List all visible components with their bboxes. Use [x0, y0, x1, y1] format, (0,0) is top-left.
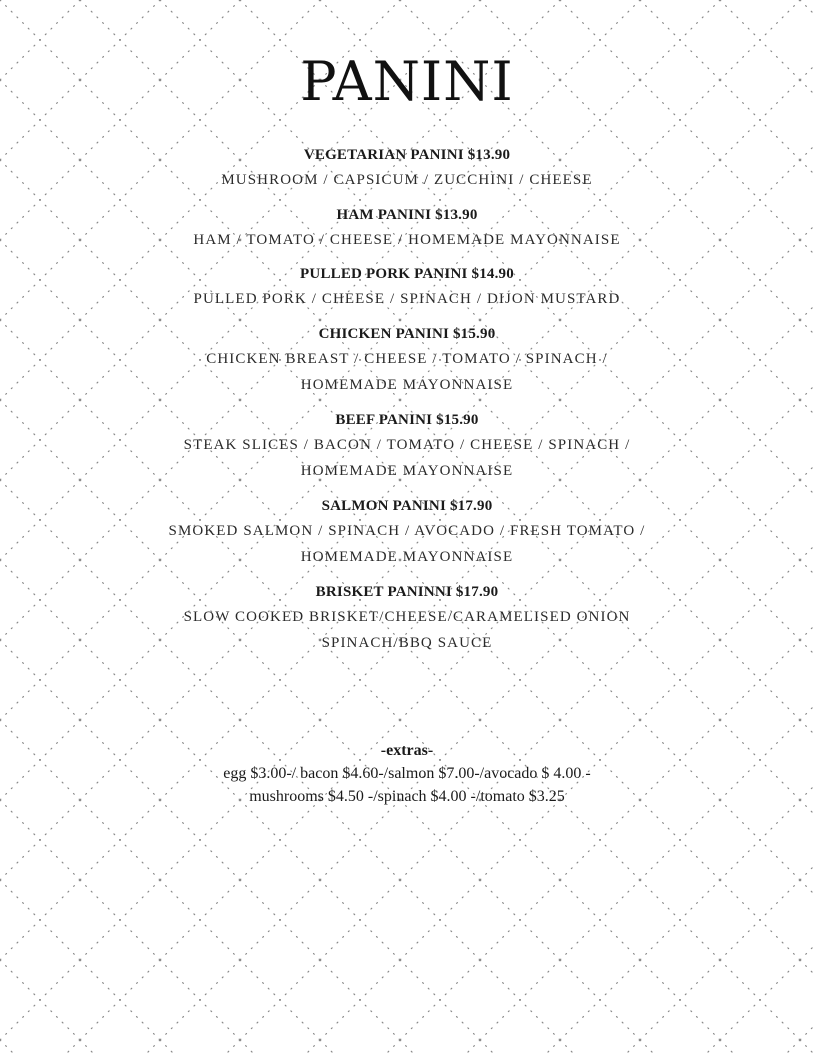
menu-items-list [0, 143, 814, 666]
menu-item-name: BEEF PANINI $15.90 [335, 411, 479, 428]
extras-prices: mushrooms $4.50 -/spinach $4.00 -/tomato $3.25 [249, 788, 565, 805]
menu-item-ingredients: HOMEMADE MAYONNAISE [300, 463, 514, 479]
extras-section [0, 740, 814, 808]
menu-item [0, 408, 814, 485]
menu-item-name: CHICKEN PANINI $15.90 [318, 325, 496, 342]
menu-item-ingredients: HAM / TOMATO / CHEESE / HOMEMADE MAYONNAISE [193, 231, 621, 248]
menu-item-name: PULLED PORK PANINI $14.90 [300, 266, 514, 282]
menu-item-ingredients: SMOKED SALMON / SPINACH / AVOCADO / FRESH TOMATO / [168, 522, 646, 539]
menu-item [0, 262, 814, 313]
menu-item [0, 494, 814, 571]
menu-item-name: SALMON PANINI $17.90 [321, 497, 493, 514]
menu-item [0, 322, 814, 399]
menu-item-ingredients: HOMEMADE MAYONNAISE [300, 549, 514, 565]
menu-item-name: BRISKET PANINNI $17.90 [315, 583, 499, 600]
menu-item [0, 203, 814, 254]
menu-item-name: HAM PANINI $13.90 [336, 206, 478, 223]
menu-item [0, 580, 814, 657]
menu-item-ingredients: MUSHROOM / CAPSICUM / ZUCCHINI / CHEESE [221, 172, 593, 188]
menu-item-ingredients: HOMEMADE MAYONNAISE [300, 377, 514, 393]
menu-item-ingredients: STEAK SLICES / BACON / TOMATO / CHEESE / SPINACH / [183, 436, 631, 453]
extras-title: -extras- [380, 742, 434, 759]
menu-item-ingredients: SLOW COOKED BRISKET/CHEESE/CARAMELISED ONION [183, 608, 631, 625]
menu-item-name: VEGETARIAN PANINI $13.90 [303, 147, 511, 163]
menu-item-ingredients: CHICKEN BREAST / CHEESE / TOMATO / SPINACH / [206, 350, 608, 367]
page-title: PANINI [300, 50, 514, 113]
menu-item-ingredients: SPINACH/BBQ SAUCE [321, 635, 493, 651]
extras-prices: egg $3.00-/ bacon $4.60-/salmon $7.00-/avocado $ 4.00 - [223, 765, 591, 782]
menu-item-ingredients: PULLED PORK / CHEESE / SPINACH / DIJON MUSTARD [193, 291, 621, 307]
menu-item [0, 143, 814, 194]
